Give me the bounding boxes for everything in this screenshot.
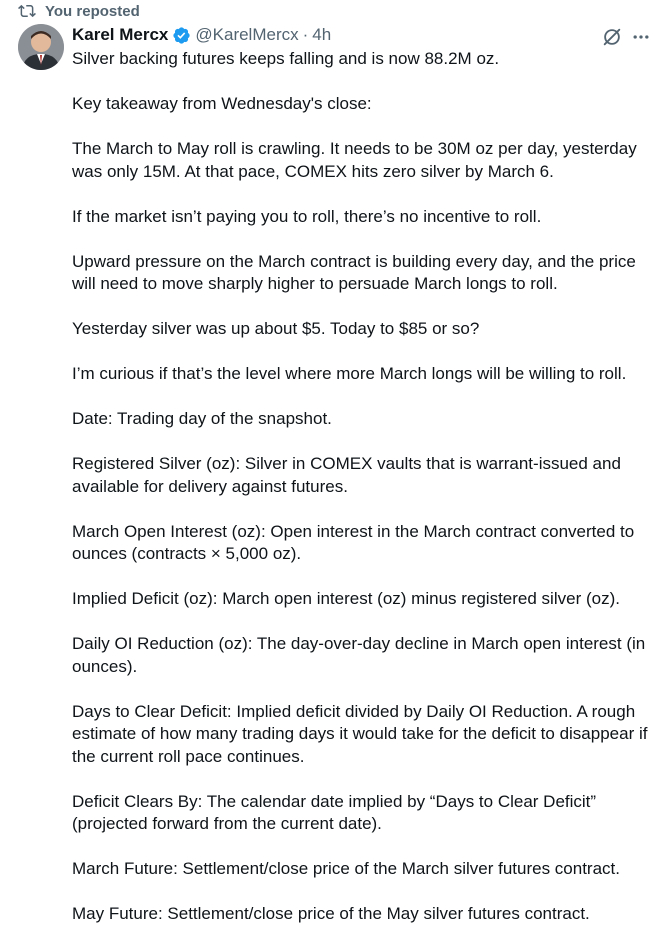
tweet-paragraph: March Future: Settlement/close price of the March silver futures contract. — [72, 859, 620, 878]
tweet-text — [72, 48, 656, 948]
author-handle[interactable]: @KarelMercx — [195, 25, 299, 44]
tweet-paragraph: Daily OI Reduction (oz): The day-over-day decline in March open interest (in ounces). — [72, 634, 650, 676]
tweet-paragraph: May Future: Settlement/close price of the May silver futures contract. — [72, 904, 590, 923]
tweet-paragraph: March Open Interest (oz): Open interest in the March contract converted to ounces (contracts × 5,000 oz). — [72, 521, 639, 563]
tweet-paragraph: Yesterday silver was up about $5. Today to $85 or so? — [72, 319, 480, 338]
avatar[interactable] — [18, 24, 64, 70]
tweet-paragraph: Key takeaway from Wednesday's close: — [72, 94, 372, 113]
tweet-paragraph: If the market isn’t paying you to roll, there’s no incentive to roll. — [72, 206, 542, 226]
tweet-paragraph: Date: Trading day of the snapshot. — [72, 409, 332, 428]
more-options-button[interactable] — [629, 25, 653, 49]
more-icon — [631, 27, 651, 47]
tweet-paragraph: I’m curious if that’s the level where more March longs will be willing to roll. — [72, 364, 627, 383]
tweet-paragraph: Implied Deficit (oz): March open interest (oz) minus registered silver (oz). — [72, 589, 620, 608]
post-time[interactable]: 4h — [312, 25, 332, 44]
display-name[interactable]: Karel Mercx — [72, 25, 169, 44]
tweet-header — [72, 24, 331, 46]
repost-icon — [18, 2, 36, 20]
tweet-paragraph: Registered Silver (oz): Silver in COMEX vaults that is warrant-issued and available for delivery against futures. — [72, 454, 626, 496]
grok-button[interactable] — [600, 25, 624, 49]
tweet-paragraph: Deficit Clears By: The calendar date implied by “Days to Clear Deficit” (projected forward from the current date). — [72, 791, 601, 833]
separator-dot: · — [302, 25, 309, 44]
grok-icon — [601, 26, 623, 48]
tweet-paragraph: Silver backing futures keeps falling and is now 88.2M oz. — [72, 49, 500, 68]
repost-label: You reposted — [45, 2, 140, 20]
tweet-paragraph: Upward pressure on the March contract is building every day, and the price will need to move sharply higher to persuade March longs to roll. — [72, 251, 641, 293]
verified-badge-icon — [172, 26, 191, 45]
tweet-paragraph: The March to May roll is crawling. It needs to be 30M oz per day, yesterday was only 15M. At that pace, COMEX hits zero silver by March 6. — [72, 139, 642, 181]
repost-indicator — [18, 1, 140, 21]
tweet-paragraph: Days to Clear Deficit: Implied deficit divided by Daily OI Reduction. A rough estimate of how many trading days it would take for the deficit to disappear if the current roll pace continues. — [72, 701, 653, 766]
